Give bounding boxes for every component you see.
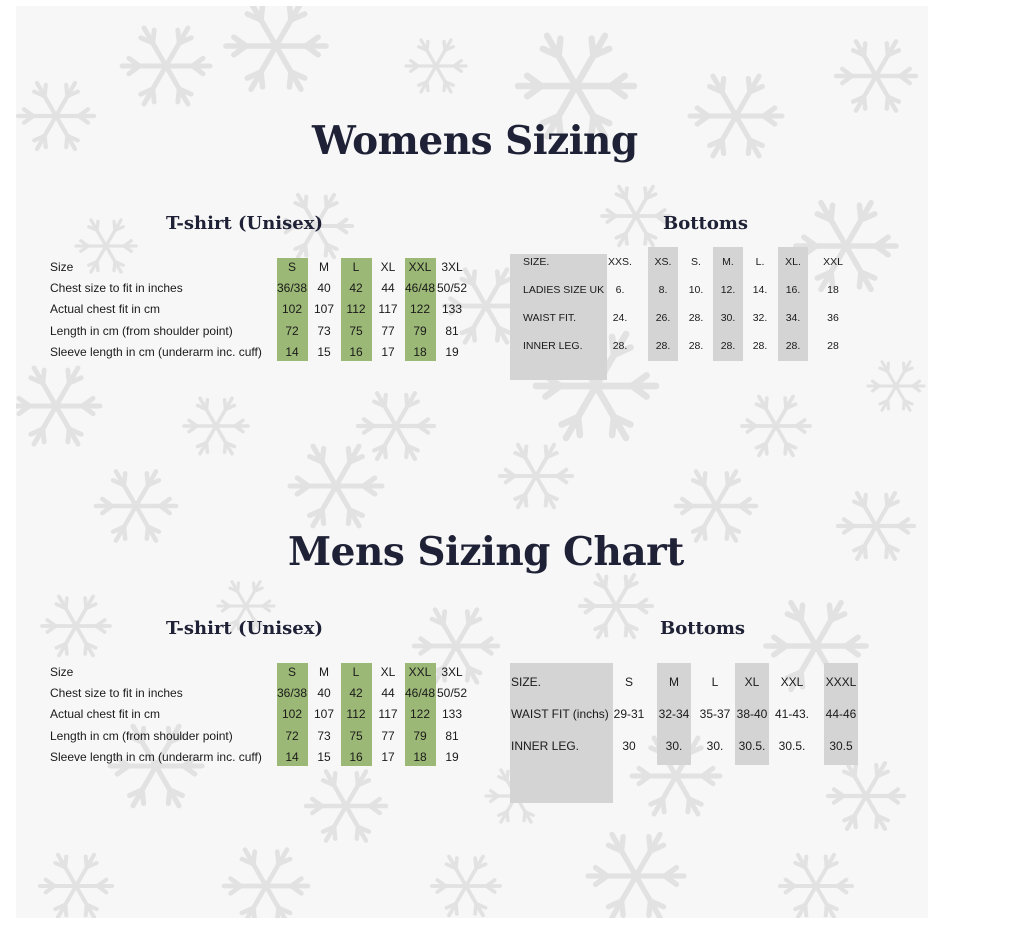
snowflake-icon [828,763,904,829]
table-cell: 14 [285,749,299,764]
table-cell: 46/48 [404,281,436,296]
table-cell: XXL [408,260,432,274]
row-label: Size [50,260,74,274]
row-label: LADIES SIZE UK [523,284,605,296]
table-cell: 34. [785,312,801,324]
table-cell: XS. [654,256,672,268]
table-cell: 117 [378,707,398,722]
table-cell: 77 [381,728,395,743]
table-cell: 72 [285,323,299,338]
table-cell: 73 [317,728,331,743]
size-chart-panel [16,6,928,918]
table-cell: M [319,665,329,679]
table-cell: 41-43. [774,707,810,721]
table-cell: 12. [720,284,736,296]
snowflake-icon [796,203,896,290]
table-cell: 38-40 [736,707,768,721]
table-cell: 15 [317,749,331,764]
snowflake-icon [580,575,652,637]
table-cell: M [319,260,329,274]
table-cell: XXL [408,665,432,679]
snowflake-icon [838,493,914,559]
table-cell: 15 [317,344,331,359]
row-label: SIZE. [511,675,542,689]
row-label: INNER LEG. [523,340,583,352]
table-cell: XL. [785,256,801,268]
table-cell: 40 [317,686,331,701]
table-cell: 6. [615,284,625,296]
table-cell: S. [691,256,701,268]
snowflake-icon [96,471,176,540]
row-label: Size [50,665,74,679]
table-cell: 28. [655,340,671,352]
table-cell: 133 [441,707,463,722]
table-cell: 24. [612,312,628,324]
table-cell: 18 [827,284,839,296]
table-cell: 30. [706,739,724,753]
table-cell: 30. [665,739,683,753]
table-cell: 107 [313,302,335,317]
table-cell: 30.5. [738,739,766,753]
table-cell: M. [722,256,734,268]
row-label: Actual chest fit in cm [50,302,161,317]
snowflake-icon [406,40,466,92]
row-label: Chest size to fit in inches [50,281,183,296]
snowflake-icon [306,771,386,840]
snowflake-icon [500,445,572,507]
table-cell: 16 [349,749,363,764]
table-cell: XL [380,665,396,679]
snowflake-icon [226,6,326,89]
table-cell: 117 [378,302,398,317]
snowflake-icon [602,187,670,246]
mens-sizing-title: Mens Sizing Chart [288,529,684,575]
row-label: WAIST FIT (inchs) [511,707,609,721]
row-label: SIZE. [523,256,550,268]
row-label: Sleeve length in cm (underarm inc. cuff) [50,344,262,359]
table-cell: 79 [413,728,427,743]
table-cell: 19 [445,749,459,764]
table-cell: 30. [720,312,736,324]
table-cell: 81 [445,323,459,338]
snowflake-icon [122,28,210,104]
table-cell: 46/48 [404,686,436,701]
table-cell: 122 [409,707,431,722]
table-cell: 35-37 [699,707,731,721]
table-cell: 32-34 [658,707,690,721]
mens-tshirt-title: T-shirt (Unisex) [166,618,323,639]
snowflake-icon [690,76,782,156]
table-cell: L. [755,256,765,268]
table-cell: XXL [780,675,804,689]
snowflake-icon [742,397,810,456]
snowflake-icon [18,83,94,149]
table-cell: 14. [752,284,768,296]
table-cell: 36 [827,312,839,324]
table-cell: 16. [785,284,801,296]
snowflake-icon [184,398,248,453]
table-cell: 73 [317,323,331,338]
table-cell: 28. [785,340,801,352]
row-label: Actual chest fit in cm [50,707,161,722]
table-cell: 28. [720,340,736,352]
table-cell: 3XL [441,665,463,679]
snowflake-icon [42,597,110,656]
row-label: Sleeve length in cm (underarm inc. cuff) [50,749,262,764]
table-cell: 102 [281,302,303,317]
table-cell: 40 [317,281,331,296]
row-label: Chest size to fit in inches [50,686,183,701]
table-cell: 14 [285,344,299,359]
table-cell: 19 [445,344,459,359]
row-label: WAIST FIT. [523,312,577,324]
table-cell: 50/52 [436,281,468,296]
table-cell: 36/38 [276,686,308,701]
snowflake-icon [40,855,112,917]
table-cell: 8. [658,284,668,296]
table-cell: XL [380,260,396,274]
table-cell: S [287,260,297,274]
table-cell: 28. [752,340,768,352]
table-cell: 112 [346,707,366,722]
table-cell: L [352,260,360,274]
table-cell: 18 [413,749,427,764]
row-label: Length in cm (from shoulder point) [50,323,233,338]
table-cell: 44-46 [825,707,857,721]
womens-bottoms-title: Bottoms [663,213,749,234]
table-cell: 79 [413,323,427,338]
snowflake-icon [290,446,382,526]
snowflake-icon [224,850,308,918]
table-cell: 72 [285,728,299,743]
snowflake-icon [676,471,756,540]
snowflake-icon [836,41,916,110]
table-cell: 42 [349,686,363,701]
table-cell: 112 [346,302,366,317]
table-cell: 107 [313,707,335,722]
table-cell: 122 [409,302,431,317]
table-cell: L [711,675,719,689]
table-cell: XXS. [608,256,632,268]
snowflake-icon [588,834,684,917]
table-cell: 50/52 [436,686,468,701]
table-cell: XXXL [825,675,857,689]
table-cell: 30 [622,739,636,753]
snowflake-icon [780,855,852,917]
table-cell: 30.5 [829,739,853,753]
table-cell: 29-31 [613,707,645,721]
table-cell: 133 [441,302,463,317]
table-cell: 28. [688,340,704,352]
table-cell: XL [744,675,760,689]
row-label: INNER LEG. [511,739,580,753]
snowflake-icon [358,393,434,459]
table-cell: 75 [349,323,363,338]
table-cell: 3XL [441,260,463,274]
table-cell: 28 [827,340,839,352]
table-cell: L [352,665,360,679]
table-cell: 28. [612,340,628,352]
table-cell: XXL [823,256,843,268]
mens-bottoms-title: Bottoms [660,618,746,639]
table-cell: 102 [281,707,303,722]
womens-tshirt-title: T-shirt (Unisex) [166,213,323,234]
snowflake-icon [432,857,500,916]
table-cell: S [624,675,634,689]
womens-sizing-title: Womens Sizing [312,118,638,164]
table-cell: 30.5. [778,739,806,753]
table-cell: 16 [349,344,363,359]
table-cell: 44 [381,686,395,701]
row-label: Length in cm (from shoulder point) [50,728,233,743]
table-cell: 42 [349,281,363,296]
table-cell: 17 [381,749,395,764]
snowflake-icon [868,362,924,410]
table-cell: 17 [381,344,395,359]
table-cell: 77 [381,323,395,338]
table-cell: 75 [349,728,363,743]
snowflake-icon [76,220,136,272]
table-cell: 44 [381,281,395,296]
table-cell: 36/38 [276,281,308,296]
table-cell: 81 [445,728,459,743]
table-cell: 18 [413,344,427,359]
table-cell: M [669,675,679,689]
snowflake-icon [16,368,100,444]
table-cell: S [287,665,297,679]
table-cell: 32. [752,312,768,324]
table-cell: 10. [688,284,704,296]
table-cell: 26. [655,312,671,324]
table-cell: 28. [688,312,704,324]
